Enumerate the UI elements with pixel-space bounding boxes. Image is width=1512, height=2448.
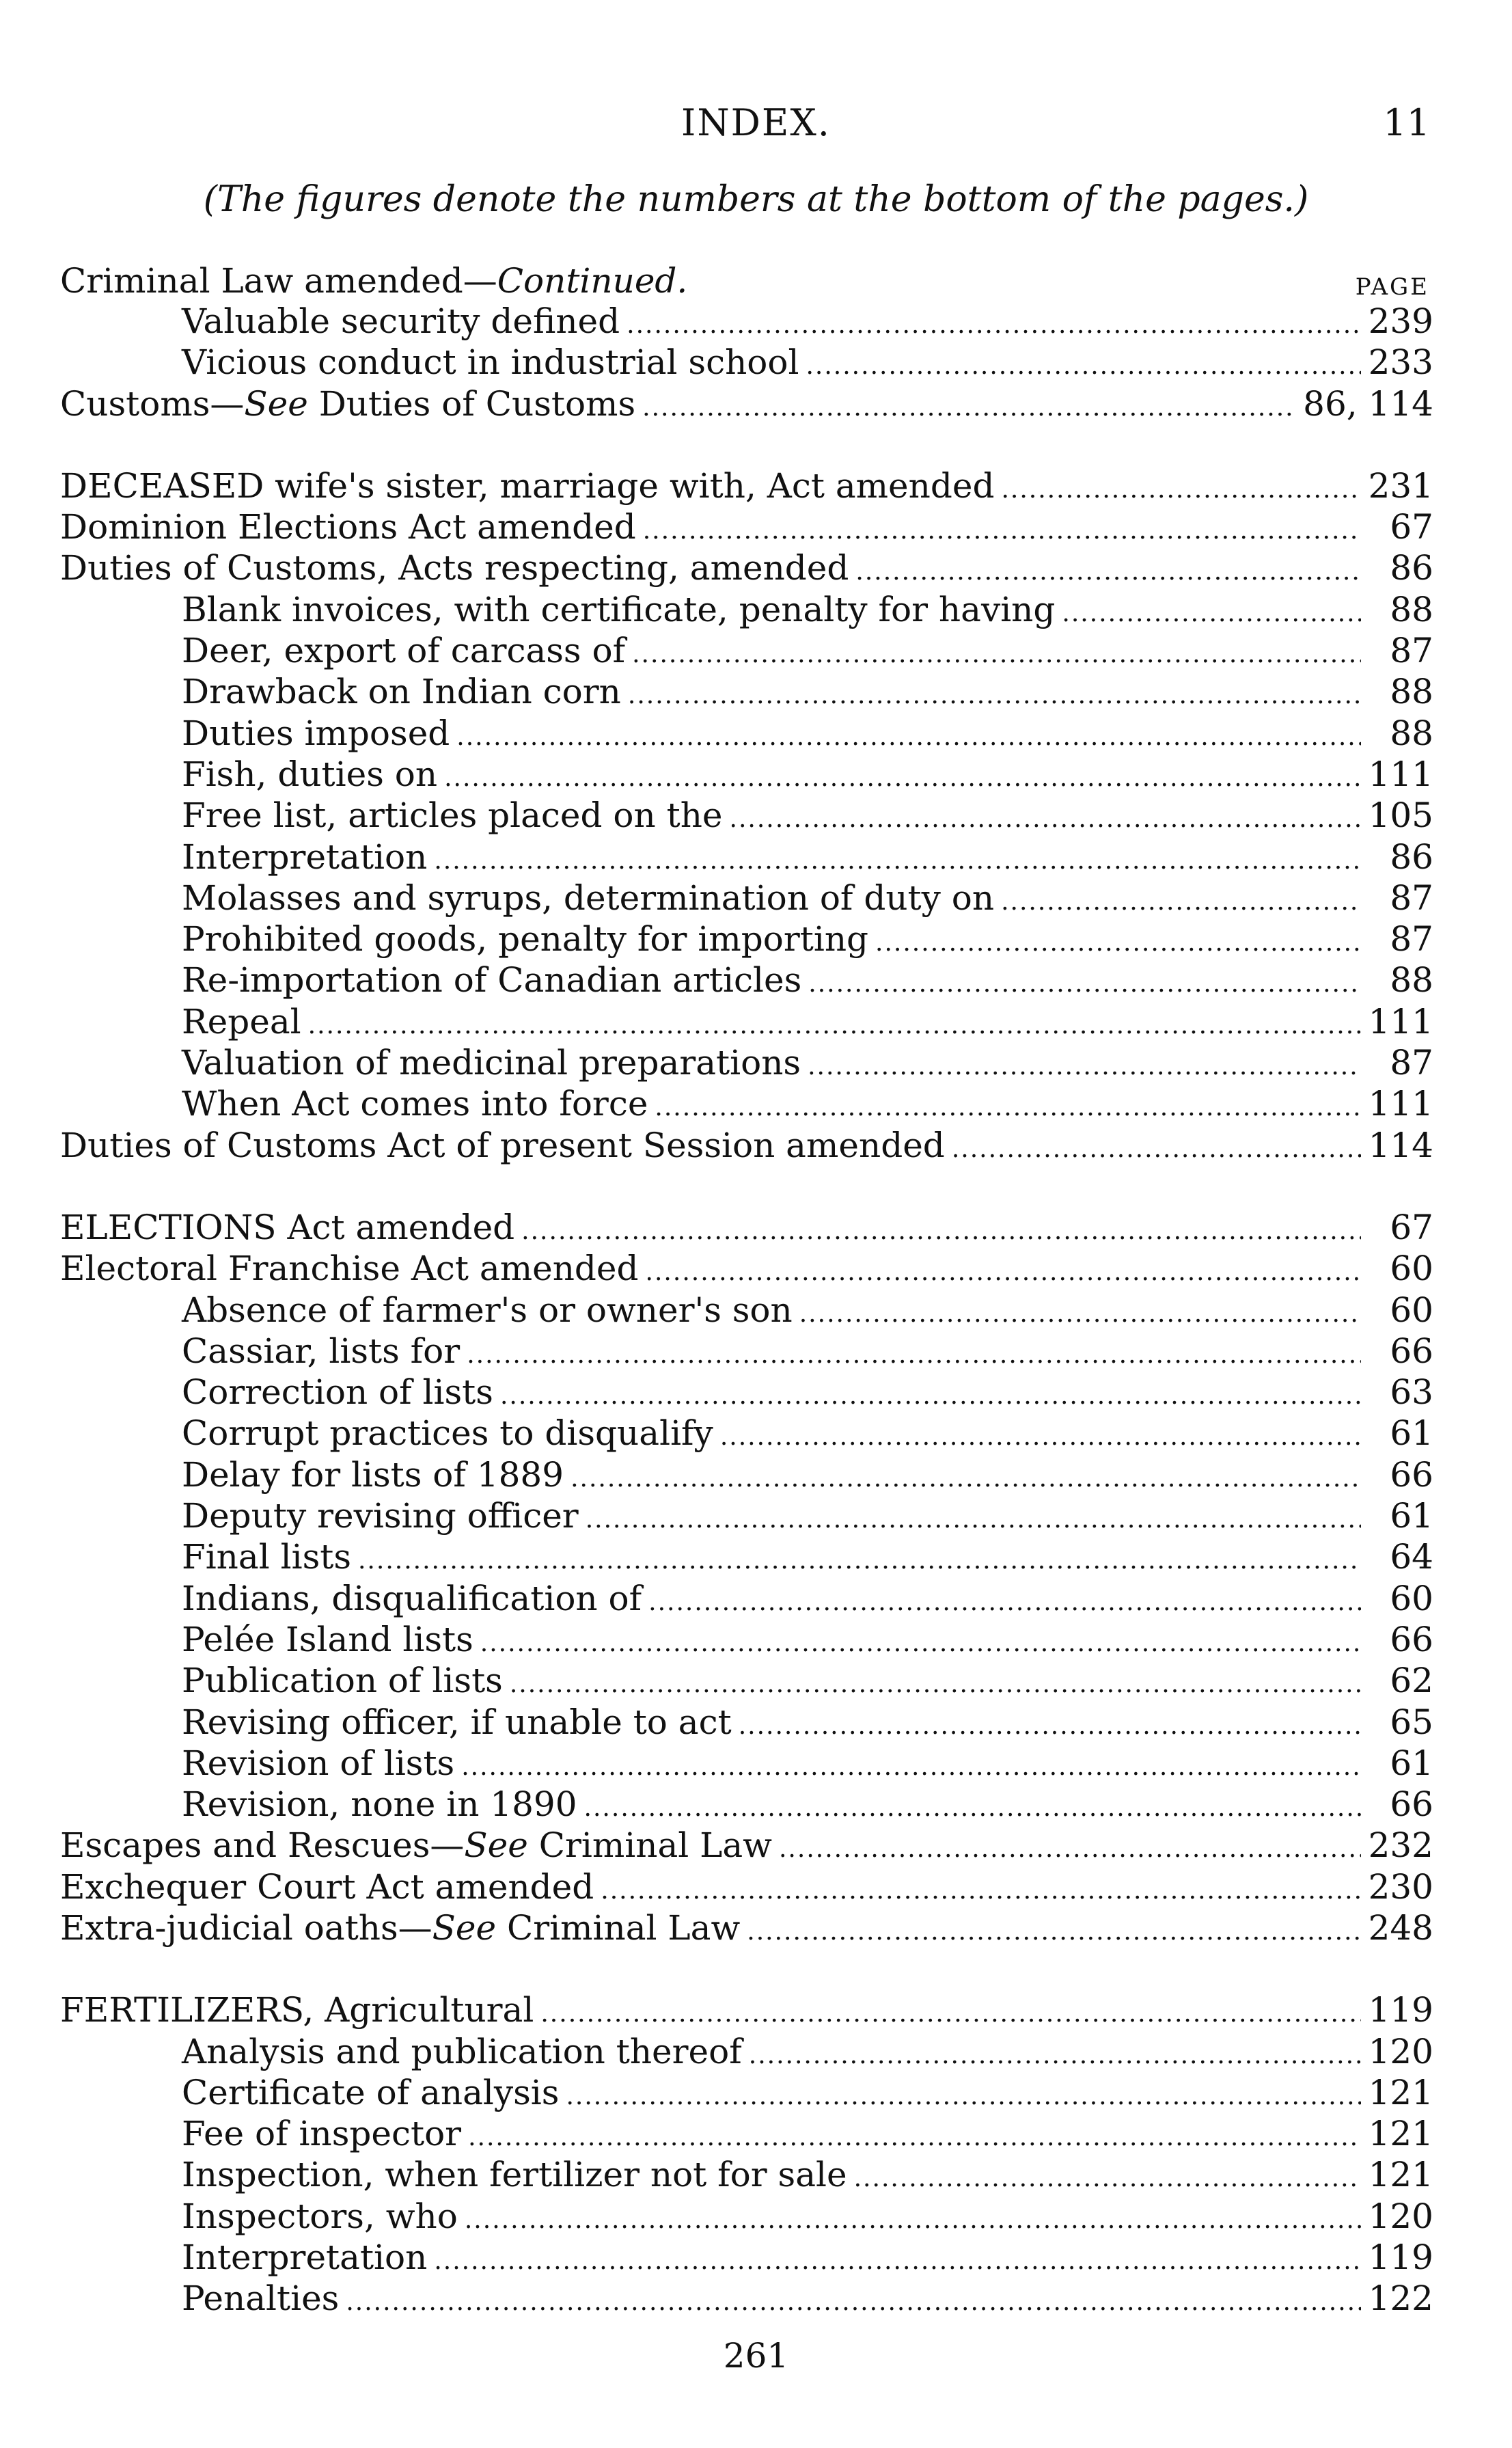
dot-leader bbox=[465, 2200, 1361, 2241]
index-subentry bbox=[60, 919, 1433, 960]
index-entry bbox=[60, 1907, 1433, 1948]
entry-text: DECEASED wife's sister, marriage with, Act amended bbox=[60, 465, 995, 506]
index-entry bbox=[60, 547, 1433, 588]
entry-page: 67 bbox=[1390, 507, 1433, 547]
index-subentry bbox=[60, 630, 1433, 671]
entry-text: Corrupt practices to disqualify bbox=[182, 1413, 713, 1454]
entry-text: When Act comes into force bbox=[182, 1084, 648, 1124]
entry-text: Repeal bbox=[182, 1001, 301, 1042]
group-separator bbox=[60, 424, 1433, 465]
dot-leader bbox=[584, 1788, 1361, 1829]
index-subentry bbox=[60, 1331, 1433, 1372]
entry-text: Fee of inspector bbox=[182, 2114, 462, 2154]
index-entry bbox=[60, 1989, 1433, 2030]
see-reference: See bbox=[244, 383, 308, 424]
dot-leader bbox=[643, 511, 1361, 552]
entry-page: 239 bbox=[1368, 301, 1433, 341]
index-subentry bbox=[60, 589, 1433, 630]
index-subentry bbox=[60, 2237, 1433, 2278]
entry-page: 66 bbox=[1390, 1784, 1433, 1825]
entry-page: 111 bbox=[1368, 1001, 1433, 1042]
entry-text: Interpretation bbox=[182, 837, 428, 877]
entry-text: Inspectors, who bbox=[182, 2196, 458, 2236]
dot-leader bbox=[648, 1582, 1361, 1623]
entry-text: Inspection, when fertilizer not for sale bbox=[182, 2155, 847, 2195]
entry-page: 66 bbox=[1390, 1454, 1433, 1495]
entry-text: Duties of Customs, Acts respecting, amended bbox=[60, 548, 849, 588]
dot-leader bbox=[779, 1829, 1361, 1870]
entry-text: Electoral Franchise Act amended bbox=[60, 1249, 639, 1289]
dot-leader bbox=[586, 1499, 1361, 1540]
dot-leader bbox=[808, 1046, 1361, 1087]
index-subentry bbox=[60, 2278, 1433, 2319]
index-entry bbox=[60, 383, 1433, 424]
dot-leader bbox=[720, 1417, 1361, 1458]
index-subentry bbox=[60, 1702, 1433, 1743]
entry-text: Fish, duties on bbox=[182, 754, 438, 794]
entry-page: 87 bbox=[1390, 631, 1433, 671]
dot-leader bbox=[1001, 470, 1361, 511]
entry-page: 88 bbox=[1390, 589, 1433, 629]
entry-page: 61 bbox=[1390, 1743, 1433, 1783]
continued-label: Continued. bbox=[497, 261, 688, 301]
dot-leader bbox=[806, 346, 1361, 387]
entry-page: 121 bbox=[1368, 2072, 1433, 2112]
entry-page: 119 bbox=[1368, 2238, 1433, 2278]
index-entry bbox=[60, 1248, 1433, 1289]
entry-page: 230 bbox=[1368, 1866, 1433, 1907]
index-subentry bbox=[60, 1495, 1433, 1536]
entry-text: Escapes and Rescues—See Criminal Law bbox=[60, 1825, 772, 1866]
index-subentry bbox=[60, 671, 1433, 712]
entry-text: Indians, disqualification of bbox=[182, 1578, 642, 1618]
dot-leader bbox=[655, 1087, 1361, 1128]
index-entry bbox=[60, 1125, 1433, 1166]
entry-page: 120 bbox=[1368, 2196, 1433, 2236]
dot-leader bbox=[467, 1335, 1361, 1376]
index-subentry bbox=[60, 837, 1433, 878]
entry-text: Valuable security defined bbox=[182, 301, 620, 341]
page-column-label: PAGE bbox=[1355, 273, 1429, 301]
dot-leader bbox=[566, 2076, 1361, 2117]
entry-text: Molasses and syrups, determination of duty on bbox=[182, 878, 995, 918]
entry-page: 86, 114 bbox=[1303, 383, 1433, 424]
dot-leader bbox=[480, 1623, 1361, 1664]
dot-leader bbox=[808, 964, 1361, 1005]
entry-text: Analysis and publication thereof bbox=[182, 2031, 742, 2071]
entry-page: 119 bbox=[1368, 1990, 1433, 2030]
entry-text: Publication of lists bbox=[182, 1661, 503, 1701]
index-subentry bbox=[60, 2072, 1433, 2113]
dot-leader bbox=[628, 675, 1361, 716]
dot-leader bbox=[632, 634, 1361, 675]
entry-page: 105 bbox=[1368, 795, 1433, 836]
group-separator bbox=[60, 1166, 1433, 1207]
running-title: INDEX. bbox=[681, 101, 831, 144]
index-subentry bbox=[60, 713, 1433, 754]
index-subentry bbox=[60, 1578, 1433, 1619]
index-entries bbox=[60, 260, 1433, 2320]
entry-page: 248 bbox=[1368, 1907, 1433, 1948]
page-number: 11 bbox=[1383, 101, 1430, 144]
index-subentry bbox=[60, 1042, 1433, 1083]
index-subentry bbox=[60, 1536, 1433, 1577]
dot-leader bbox=[500, 1376, 1361, 1417]
entry-text: Drawback on Indian corn bbox=[182, 672, 621, 712]
dot-leader bbox=[468, 2117, 1361, 2158]
entry-page: 67 bbox=[1390, 1207, 1433, 1247]
dot-leader bbox=[642, 387, 1296, 429]
entry-page: 62 bbox=[1390, 1661, 1433, 1701]
dot-leader bbox=[571, 1458, 1361, 1499]
index-subentry bbox=[60, 960, 1433, 1001]
index-subentry bbox=[60, 2196, 1433, 2237]
entry-page: 63 bbox=[1390, 1372, 1433, 1413]
entry-text: Revision of lists bbox=[182, 1743, 455, 1783]
index-subentry bbox=[60, 301, 1433, 342]
dot-leader bbox=[601, 1871, 1361, 1912]
index-subentry bbox=[60, 1372, 1433, 1413]
index-subentry bbox=[60, 878, 1433, 919]
entry-page: 233 bbox=[1368, 342, 1433, 383]
dot-leader bbox=[461, 1747, 1361, 1788]
index-subentry bbox=[60, 1743, 1433, 1784]
entry-page: 66 bbox=[1390, 1619, 1433, 1659]
see-reference: See bbox=[432, 1907, 497, 1948]
dot-leader bbox=[855, 552, 1361, 593]
entry-page: 88 bbox=[1390, 713, 1433, 753]
entry-page: 61 bbox=[1390, 1413, 1433, 1454]
entry-text: Interpretation bbox=[182, 2238, 428, 2278]
dot-leader bbox=[952, 1129, 1361, 1170]
entry-page: 231 bbox=[1368, 465, 1433, 506]
entry-text: Revising officer, if unable to act bbox=[182, 1702, 732, 1742]
entry-page: 111 bbox=[1368, 754, 1433, 794]
index-subentry bbox=[60, 1784, 1433, 1825]
entry-text: Extra-judicial oaths—See Criminal Law bbox=[60, 1907, 741, 1948]
entry-page: 87 bbox=[1390, 919, 1433, 960]
index-entry bbox=[60, 1825, 1433, 1866]
dot-leader bbox=[739, 1706, 1361, 1747]
entry-text: Exchequer Court Act amended bbox=[60, 1866, 594, 1907]
entry-text: Revision, none in 1890 bbox=[182, 1784, 577, 1825]
dot-leader bbox=[444, 758, 1361, 799]
dot-leader bbox=[627, 305, 1361, 346]
entry-text: Free list, articles placed on the bbox=[182, 795, 723, 836]
entry-text: Valuation of medicinal preparations bbox=[182, 1043, 801, 1083]
see-reference: See bbox=[464, 1825, 528, 1866]
dot-leader bbox=[346, 2282, 1361, 2323]
dot-leader bbox=[749, 2035, 1361, 2076]
index-entry bbox=[60, 1866, 1433, 1907]
entry-text: Customs—See Duties of Customs bbox=[60, 383, 636, 424]
index-subentry bbox=[60, 2031, 1433, 2072]
entry-page: 88 bbox=[1390, 672, 1433, 712]
entry-text: Vicious conduct in industrial school bbox=[182, 342, 799, 383]
entry-page: 87 bbox=[1390, 878, 1433, 918]
entry-text: Re-importation of Canadian articles bbox=[182, 960, 802, 1001]
entry-text: FERTILIZERS, Agricultural bbox=[60, 1990, 534, 2030]
entry-text: Delay for lists of 1889 bbox=[182, 1454, 564, 1495]
dot-leader bbox=[521, 1211, 1361, 1252]
entry-text: Prohibited goods, penalty for importing bbox=[182, 919, 869, 960]
index-entry bbox=[60, 506, 1433, 547]
subtitle: (The figures denote the numbers at the bottom of the pages.) bbox=[203, 179, 1309, 220]
entry-page: 60 bbox=[1390, 1578, 1433, 1618]
entry-page: 114 bbox=[1368, 1125, 1433, 1165]
entry-page: 232 bbox=[1368, 1825, 1433, 1866]
index-subentry bbox=[60, 1660, 1433, 1701]
index-subentry bbox=[60, 1413, 1433, 1454]
entry-text: ELECTIONS Act amended bbox=[60, 1207, 515, 1247]
entry-page: 121 bbox=[1368, 2155, 1433, 2195]
dot-leader bbox=[434, 841, 1361, 882]
entry-page: 86 bbox=[1390, 548, 1433, 588]
entry-page: 65 bbox=[1390, 1702, 1433, 1742]
entry-page: 87 bbox=[1390, 1043, 1433, 1083]
entry-page: 121 bbox=[1368, 2114, 1433, 2154]
dot-leader bbox=[308, 1005, 1361, 1046]
dot-leader bbox=[434, 2241, 1361, 2282]
dot-leader bbox=[456, 717, 1361, 758]
entry-text: Blank invoices, with certificate, penalty for having bbox=[182, 589, 1056, 629]
entry-page: 64 bbox=[1390, 1537, 1433, 1577]
continued-heading bbox=[60, 260, 1433, 301]
entry-page: 60 bbox=[1390, 1290, 1433, 1330]
index-subentry bbox=[60, 1083, 1433, 1124]
dot-leader bbox=[875, 923, 1361, 964]
entry-page: 120 bbox=[1368, 2031, 1433, 2071]
index-subentry bbox=[60, 1454, 1433, 1495]
entry-text: Cassiar, lists for bbox=[182, 1331, 461, 1371]
dot-leader bbox=[540, 1994, 1361, 2035]
dot-leader bbox=[799, 1294, 1361, 1335]
dot-leader bbox=[1062, 593, 1361, 634]
dot-leader bbox=[1001, 882, 1361, 923]
entry-text: Deer, export of carcass of bbox=[182, 631, 626, 671]
entry-text: Pelée Island lists bbox=[182, 1619, 473, 1659]
dot-leader bbox=[646, 1252, 1361, 1293]
index-subentry bbox=[60, 1001, 1433, 1042]
entry-page: 61 bbox=[1390, 1496, 1433, 1536]
entry-text: Absence of farmer's or owner's son bbox=[182, 1290, 793, 1330]
index-subentry bbox=[60, 1290, 1433, 1331]
page-folio: 261 bbox=[723, 2336, 789, 2376]
entry-page: 122 bbox=[1368, 2279, 1433, 2319]
dot-leader bbox=[510, 1664, 1361, 1705]
entry-text: Duties of Customs Act of present Session amended bbox=[60, 1125, 945, 1165]
index-entry bbox=[60, 465, 1433, 506]
dot-leader bbox=[747, 1912, 1361, 1953]
continued-heading-text: Criminal Law amended—Continued. bbox=[60, 261, 688, 301]
dot-leader bbox=[358, 1540, 1361, 1581]
index-subentry bbox=[60, 1619, 1433, 1660]
index-subentry bbox=[60, 342, 1433, 383]
dot-leader bbox=[730, 799, 1361, 840]
dot-leader bbox=[854, 2158, 1361, 2199]
entry-text: Deputy revising officer bbox=[182, 1496, 579, 1536]
entry-text: Duties imposed bbox=[182, 713, 450, 753]
entry-page: 111 bbox=[1368, 1084, 1433, 1124]
index-subentry bbox=[60, 754, 1433, 795]
entry-page: 60 bbox=[1390, 1249, 1433, 1289]
index-subentry bbox=[60, 2113, 1433, 2154]
entry-text: Certificate of analysis bbox=[182, 2072, 560, 2112]
entry-text: Final lists bbox=[182, 1537, 351, 1577]
entry-text: Penalties bbox=[182, 2279, 340, 2319]
entry-page: 88 bbox=[1390, 960, 1433, 1001]
index-subentry bbox=[60, 795, 1433, 836]
index-subentry bbox=[60, 2154, 1433, 2195]
index-entry bbox=[60, 1207, 1433, 1248]
entry-page: 86 bbox=[1390, 837, 1433, 877]
group-separator bbox=[60, 1948, 1433, 1989]
entry-text: Dominion Elections Act amended bbox=[60, 507, 636, 547]
entry-page: 66 bbox=[1390, 1331, 1433, 1371]
entry-text: Correction of lists bbox=[182, 1372, 493, 1413]
